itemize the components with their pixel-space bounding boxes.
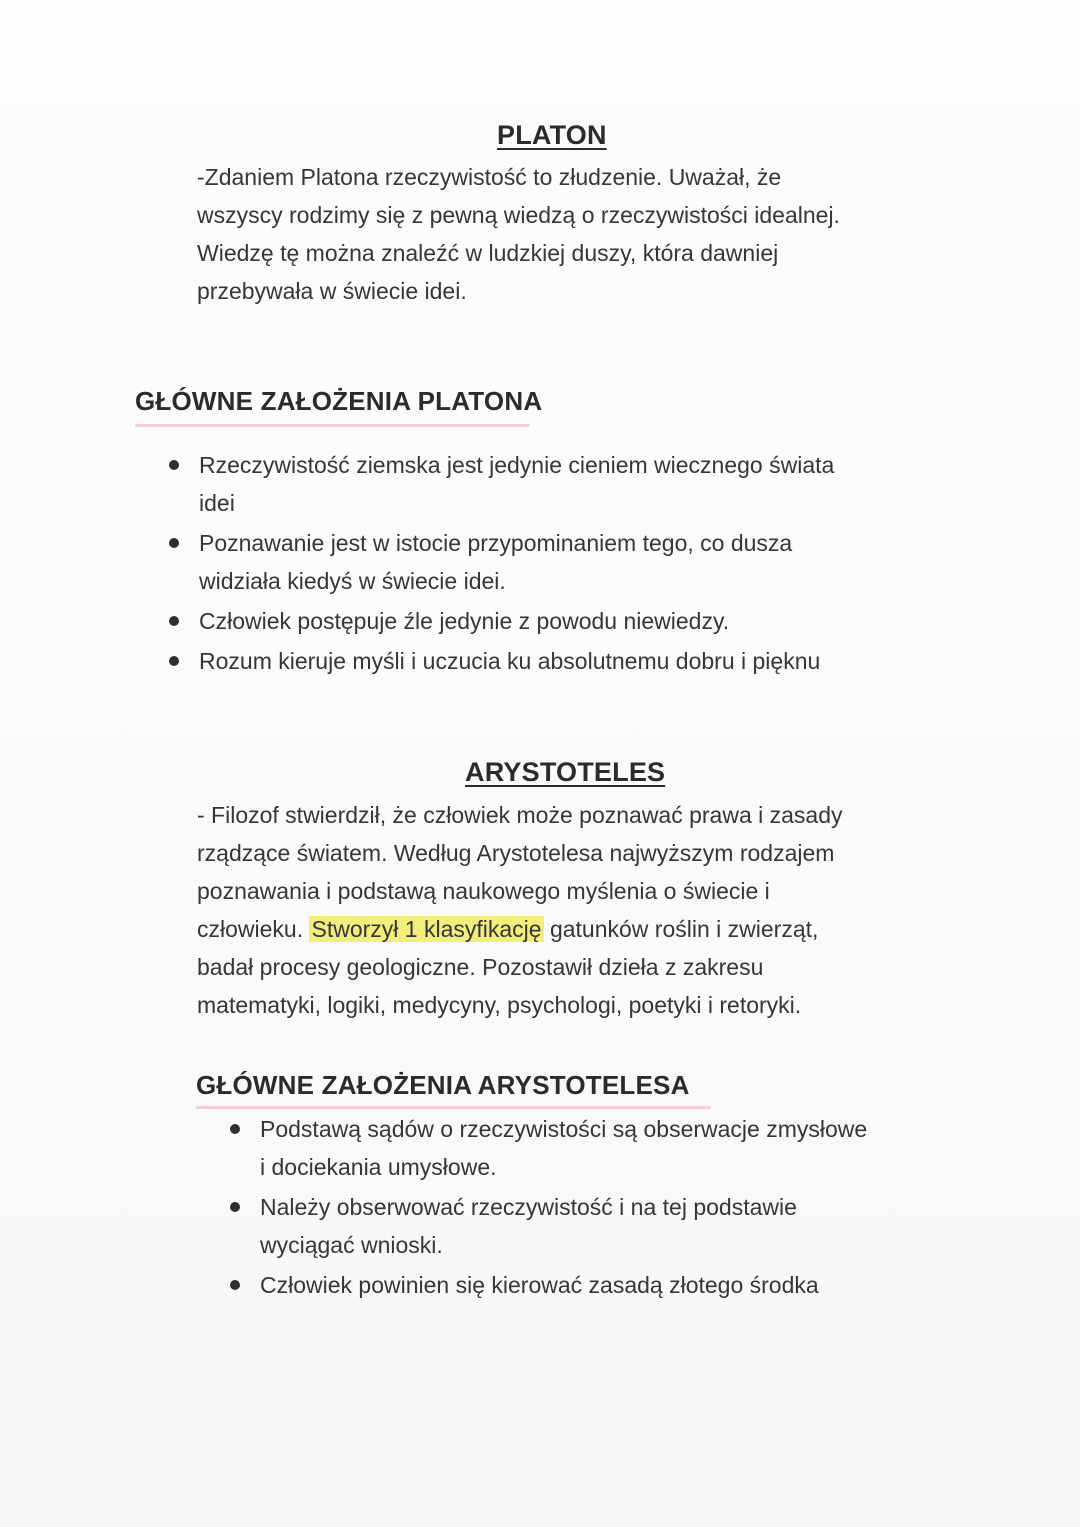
list-item	[228, 1266, 867, 1304]
platon-paragraph-line: Wiedzę tę można znaleźć w ludzkiej duszy, która dawniej	[197, 240, 779, 266]
bullet-icon	[230, 1280, 240, 1290]
highlighted-text: Stworzył 1 klasyfikację	[311, 916, 542, 942]
line-text: człowieku.	[197, 916, 310, 942]
platon-paragraph-line: -Zdaniem Platona rzeczywistość to złudzenie. Uważał, że	[197, 164, 782, 190]
list-item-line: Człowiek powinien się kierować zasadą złotego środka	[260, 1272, 819, 1298]
list-item	[228, 1110, 867, 1186]
platon-paragraph	[197, 158, 840, 310]
bullet-icon	[169, 538, 179, 548]
arystoteles-paragraph	[197, 796, 843, 1024]
list-item	[167, 642, 834, 680]
arystoteles-paragraph-line: matematyki, logiki, medycyny, psychologi, poetyki i retoryki.	[197, 992, 802, 1018]
platon-paragraph-line: przebywała w świecie idei.	[197, 278, 467, 304]
list-item-line: Rzeczywistość ziemska jest jedynie cieniem wiecznego świata	[199, 452, 835, 478]
heading-underline-mark	[196, 1106, 711, 1109]
list-item	[228, 1188, 867, 1264]
bullet-icon	[230, 1202, 240, 1212]
list-item	[167, 446, 834, 522]
list-item-line: Należy obserwować rzeczywistość i na tej podstawie	[260, 1194, 797, 1220]
list-item-line: Poznawanie jest w istocie przypominaniem tego, co dusza	[199, 530, 793, 556]
bullet-icon	[169, 616, 179, 626]
list-item-line: i dociekania umysłowe.	[260, 1154, 497, 1180]
platon-paragraph-line: wszyscy rodzimy się z pewną wiedzą o rzeczywistości idealnej.	[197, 202, 840, 228]
list-item-line: wyciągać wnioski.	[260, 1232, 443, 1258]
arystoteles-paragraph-line: rządzące światem. Według Arystotelesa najwyższym rodzajem	[197, 840, 835, 866]
bullet-icon	[169, 460, 179, 470]
platon-assumptions-heading: GŁÓWNE ZAŁOŻENIA PLATONA	[135, 386, 543, 416]
line-text: gatunków roślin i zwierząt,	[543, 916, 819, 942]
arystoteles-title: ARYSTOTELES	[465, 757, 666, 787]
platon-title: PLATON	[497, 120, 607, 150]
arystoteles-assumptions-list	[228, 1110, 867, 1306]
list-item-line: Rozum kieruje myśli i uczucia ku absolutnemu dobru i pięknu	[199, 648, 821, 674]
list-item-line: idei	[199, 490, 235, 516]
list-item	[167, 602, 834, 640]
arystoteles-paragraph-line: poznawania i podstawą naukowego myślenia o świecie i	[197, 878, 770, 904]
bullet-icon	[169, 656, 179, 666]
list-item-line: widziała kiedyś w świecie idei.	[199, 568, 506, 594]
list-item-line: Podstawą sądów o rzeczywistości są obserwacje zmysłowe	[260, 1116, 868, 1142]
arystoteles-paragraph-line: badał procesy geologiczne. Pozostawił dzieła z zakresu	[197, 954, 764, 980]
platon-assumptions-list	[167, 446, 834, 682]
heading-underline-mark	[135, 424, 530, 427]
arystoteles-assumptions-heading: GŁÓWNE ZAŁOŻENIA ARYSTOTELESA	[196, 1070, 690, 1100]
arystoteles-paragraph-line: - Filozof stwierdził, że człowiek może poznawać prawa i zasady	[197, 802, 843, 828]
list-item-line: Człowiek postępuje źle jedynie z powodu niewiedzy.	[199, 608, 730, 634]
bullet-icon	[230, 1124, 240, 1134]
arystoteles-paragraph-line	[197, 910, 843, 948]
list-item	[167, 524, 834, 600]
